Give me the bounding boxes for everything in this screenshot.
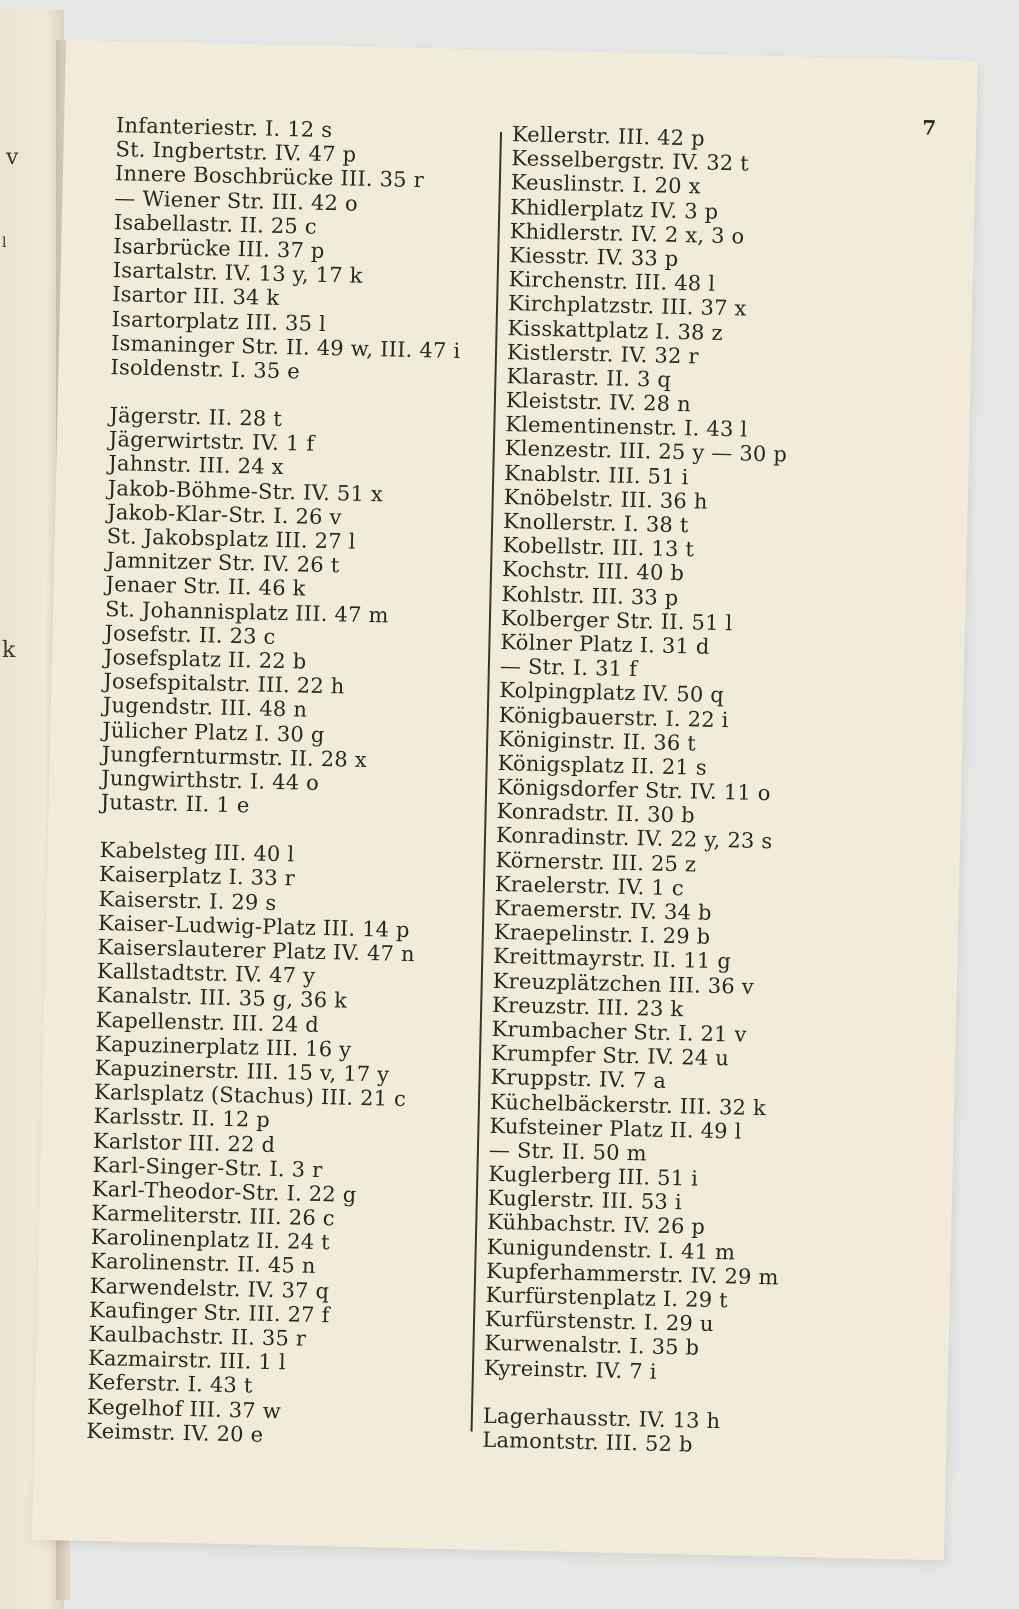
street-entry: Klenzestr. III. 25 y — 30 p — [504, 436, 788, 467]
street-entry: Krumpfer Str. IV. 24 u — [490, 1041, 730, 1071]
street-entry: Jungfernturmstr. II. 28 x — [101, 741, 368, 772]
street-entry: Kreittmayrstr. II. 11 g — [493, 944, 732, 974]
street-entry: Kreuzstr. III. 23 k — [491, 992, 684, 1022]
street-entry: Ismaninger Str. II. 49 w, III. 47 i — [110, 330, 461, 363]
street-entry: Kabelsteg III. 40 l — [99, 838, 295, 867]
street-entry: Kanalstr. III. 35 g, 36 k — [96, 983, 348, 1013]
page-number: 7 — [922, 115, 937, 140]
street-entry: Kaufinger Str. III. 27 f — [88, 1297, 330, 1328]
street-entry: Karolinenplatz II. 24 t — [90, 1225, 331, 1255]
street-entry: Jägerwirtstr. IV. 1 f — [108, 427, 315, 456]
street-entry: Josefstr. II. 23 c — [104, 620, 276, 649]
street-entry: Jungwirthstr. I. 44 o — [100, 765, 320, 795]
street-entry: St. Jakobsplatz III. 27 l — [106, 524, 356, 554]
street-entry: Kirchenstr. III. 48 l — [508, 267, 716, 296]
street-entry: Kraemerstr. IV. 34 b — [494, 895, 712, 925]
street-entry: Karlsplatz (Stachus) III. 21 c — [93, 1080, 407, 1112]
street-entry: Königsplatz II. 21 s — [497, 750, 708, 780]
street-entry: Khidlerstr. IV. 2 x, 3 o — [509, 218, 745, 249]
street-entry: Isabellastr. II. 25 c — [113, 209, 318, 239]
street-entry: Keferstr. I. 43 t — [87, 1370, 253, 1398]
right-column — [482, 122, 912, 1461]
street-entry: Jülicher Platz I. 30 g — [102, 717, 325, 747]
street-entry: Körnerstr. III. 25 z — [495, 847, 697, 877]
street-entry: Kraelerstr. IV. 1 c — [494, 871, 685, 901]
street-entry: Kraepelinstr. I. 29 b — [493, 920, 711, 950]
street-entry: Kistlerstr. IV. 32 r — [506, 339, 699, 369]
street-entry: — Str. II. 50 m — [488, 1137, 648, 1166]
street-entry: Kaulbachstr. II. 35 r — [88, 1321, 307, 1351]
street-entry: Kruppstr. IV. 7 a — [490, 1065, 667, 1094]
street-entry: Innere Boschbrücke III. 35 r — [114, 161, 425, 193]
street-entry: Kallstadtstr. IV. 47 y — [96, 959, 316, 989]
street-entry: Jägerstr. II. 28 t — [109, 403, 283, 432]
margin-mark: v — [6, 145, 19, 170]
street-entry: Karlstor III. 22 d — [92, 1128, 276, 1157]
street-entry: Karl-Theodor-Str. I. 22 g — [91, 1176, 357, 1207]
street-entry: Jutastr. II. 1 e — [100, 790, 250, 818]
street-entry: Kurfürstenplatz I. 29 t — [485, 1282, 729, 1313]
street-entry: Isartalstr. IV. 13 y, 17 k — [112, 258, 363, 288]
street-entry: Kohlstr. III. 33 p — [501, 581, 679, 610]
street-entry: Kaiser-Ludwig-Platz III. 14 p — [97, 910, 411, 942]
left-column — [86, 113, 516, 1452]
street-entry: Isartor III. 34 k — [111, 282, 280, 311]
street-entry: Krumbacher Str. I. 21 v — [491, 1016, 747, 1047]
street-entry: Keuslinstr. I. 20 x — [510, 170, 701, 199]
street-entry: Kupferhammerstr. IV. 29 m — [485, 1258, 779, 1290]
street-entry: Kobellstr. III. 13 t — [502, 533, 695, 562]
street-entry: Jahnstr. III. 24 x — [108, 451, 285, 480]
index-page — [32, 40, 978, 1560]
street-entry: St. Ingbertstr. IV. 47 p — [115, 137, 357, 167]
street-entry: Jenaer Str. II. 46 k — [105, 572, 306, 601]
street-entry: Josefspitalstr. III. 22 h — [103, 669, 345, 699]
street-entry: Karmeliterstr. III. 26 c — [91, 1200, 336, 1231]
street-entry: Kunigundenstr. I. 41 m — [486, 1234, 736, 1265]
street-entry: Kaiserstr. I. 29 s — [98, 886, 277, 915]
street-entry: Konradinstr. IV. 22 y, 23 s — [495, 823, 773, 854]
street-entry: Kisskattplatz I. 38 z — [507, 315, 724, 345]
street-entry: Kühbachstr. IV. 26 p — [487, 1210, 706, 1240]
street-entry: Küchelbäckerstr. III. 32 k — [489, 1089, 767, 1120]
street-entry: Josefsplatz II. 22 b — [103, 644, 307, 674]
street-entry: Isarbrücke III. 37 p — [113, 234, 325, 263]
margin-mark: l — [2, 235, 7, 251]
street-entry: Isartorplatz III. 35 l — [111, 306, 327, 336]
street-entry: Kochstr. III. 40 b — [501, 557, 685, 586]
street-entry: Klarastr. II. 3 q — [506, 363, 672, 392]
street-entry: Karlsstr. II. 12 p — [93, 1104, 271, 1133]
street-entry: Isoldenstr. I. 35 e — [110, 354, 301, 384]
street-entry: Knöbelstr. III. 36 h — [503, 484, 708, 514]
street-entry: Karl-Singer-Str. I. 3 r — [92, 1152, 323, 1182]
street-entry: Kirchplatzstr. III. 37 x — [507, 291, 747, 321]
street-entry: Khidlerplatz IV. 3 p — [510, 194, 719, 224]
street-entry: Karwendelstr. IV. 37 q — [89, 1273, 330, 1303]
street-entry: Kuglerstr. III. 53 i — [487, 1186, 683, 1215]
street-entry: Knollerstr. I. 38 t — [502, 509, 689, 538]
street-entry: — Str. I. 31 f — [499, 654, 638, 682]
street-entry: Jakob-Böhme-Str. IV. 51 x — [107, 475, 384, 506]
street-entry: Lagerhausstr. IV. 13 h — [482, 1403, 721, 1433]
street-entry: Königbauerstr. I. 22 i — [498, 702, 729, 732]
street-entry: Kolberger Str. II. 51 l — [500, 605, 733, 636]
street-entry: Kurwenalstr. I. 35 b — [484, 1331, 700, 1361]
street-entry: St. Johannisplatz III. 47 m — [104, 596, 389, 628]
street-entry: Kapuzinerstr. III. 15 v, 17 y — [94, 1055, 390, 1087]
street-entry: Kufsteiner Platz II. 49 l — [489, 1113, 742, 1144]
street-entry: Kesselbergstr. IV. 32 t — [511, 146, 750, 176]
margin-mark: k — [2, 638, 16, 663]
street-entry: Kurfürstenstr. I. 29 u — [484, 1307, 714, 1337]
street-entry: Karolinenstr. II. 45 n — [90, 1249, 316, 1279]
street-entry: Konradstr. II. 30 b — [496, 799, 696, 828]
street-entry: Kegelhof III. 37 w — [86, 1394, 282, 1423]
street-entry: Kölner Platz I. 31 d — [500, 629, 710, 659]
street-entry: Kaiserslauterer Platz IV. 47 n — [97, 934, 415, 967]
street-entry: Kyreinstr. IV. 7 i — [483, 1355, 657, 1384]
street-entry: Kuglerberg III. 51 i — [488, 1161, 699, 1191]
street-entry: Königsdorfer Str. IV. 11 o — [496, 775, 771, 806]
street-entry: Kreuzplätzchen III. 36 v — [492, 968, 755, 999]
street-entry: Knablstr. III. 51 i — [504, 460, 689, 489]
street-entry: Infanteriestr. I. 12 s — [115, 113, 333, 143]
street-entry: Königinstr. II. 36 t — [497, 726, 697, 756]
street-entry: Jamnitzer Str. IV. 26 t — [105, 548, 340, 578]
street-entry: Jakob-Klar-Str. I. 26 v — [107, 499, 342, 530]
street-entry: Lamontstr. III. 52 b — [482, 1427, 693, 1457]
street-entry: Kiesstr. IV. 33 p — [508, 243, 679, 271]
street-entry: Jugendstr. III. 48 n — [102, 693, 308, 722]
street-entry: Klementinenstr. I. 43 l — [505, 412, 748, 442]
street-entry: Keimstr. IV. 20 e — [86, 1418, 264, 1447]
street-entry: Kaiserplatz I. 33 r — [98, 862, 296, 891]
street-entry: — Wiener Str. III. 42 o — [114, 185, 359, 216]
street-entry: Kapuzinerplatz III. 16 y — [94, 1031, 352, 1062]
street-entry: Kolpingplatz IV. 50 q — [499, 678, 725, 708]
street-entry: Kellerstr. III. 42 p — [511, 122, 706, 151]
street-entry: Kleiststr. IV. 28 n — [505, 388, 692, 417]
street-entry: Kazmairstr. III. 1 l — [87, 1346, 287, 1375]
street-entry: Kapellenstr. III. 24 d — [95, 1007, 320, 1037]
